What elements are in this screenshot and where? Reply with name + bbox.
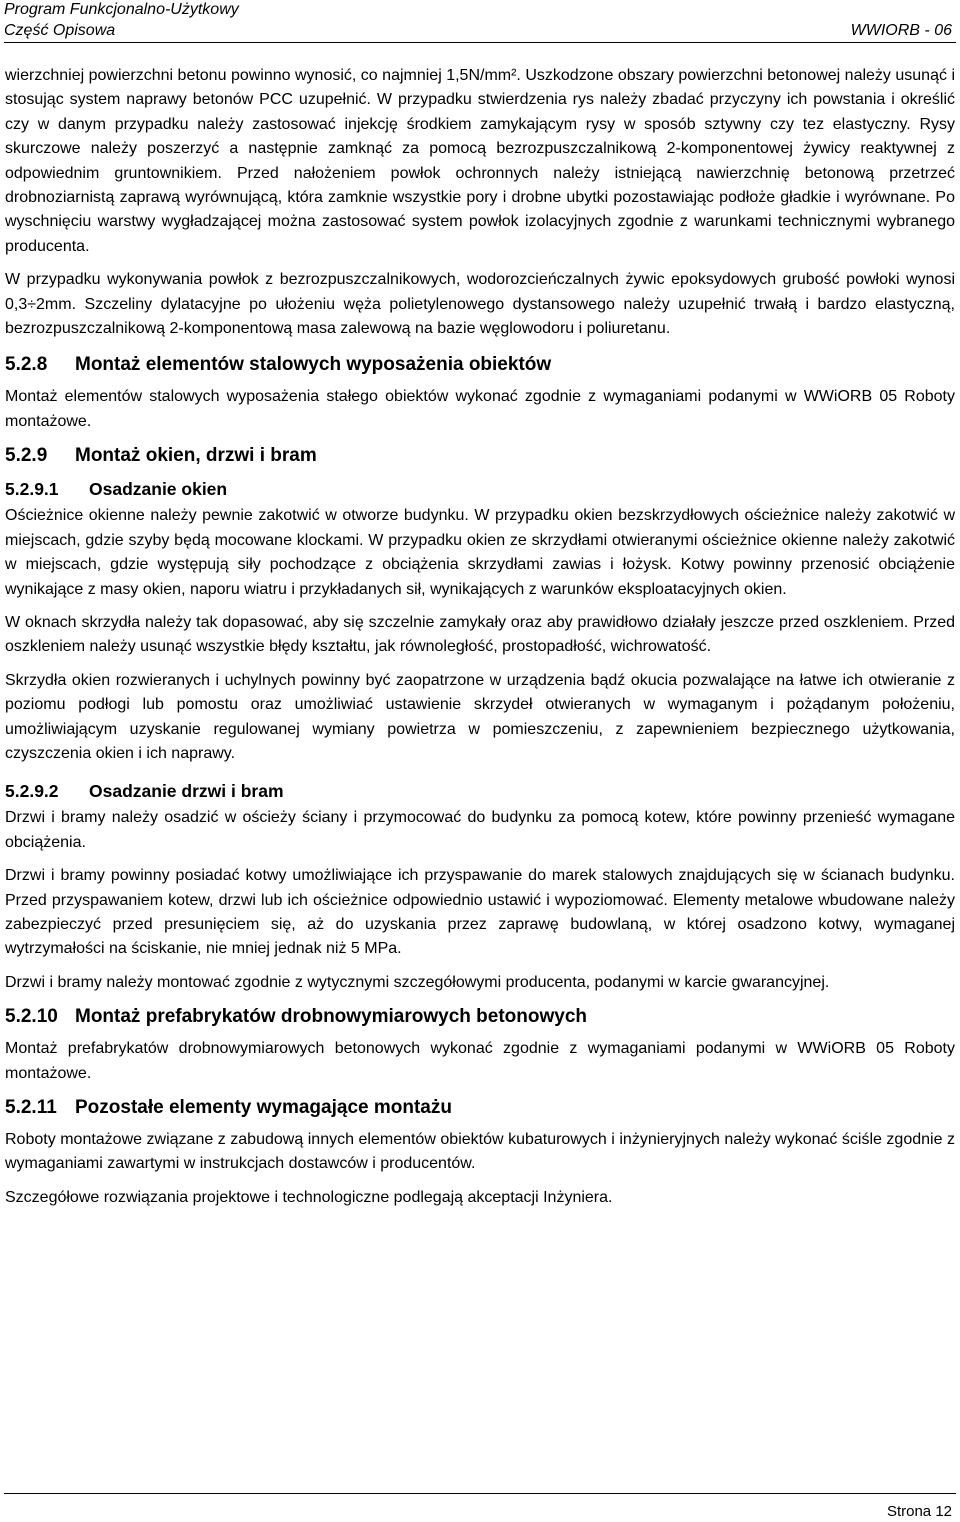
section-title: Pozostałe elementy wymagające montażu <box>75 1097 452 1118</box>
section-heading-5-2-9-1 <box>5 476 955 502</box>
section-number: 5.2.10 <box>5 1006 58 1028</box>
section-heading-5-2-9 <box>5 443 955 469</box>
paragraph-concrete-surface: wierzchniej powierzchni betonu powinno wynosić, co najmniej 1,5N/mm². Uszkodzone obszary powierzchni betonowej należy usunąć i stosując system naprawy betonów PCC uzupełnić. W przypadku stwierdzenia rys należy zbadać przyczyny ich powstania i określić czy w danym przypadku należy zastosować injekcję środkiem zamykającym rysy w sposób sztywny czy tez elastyczny. Rysy skurczowe należy poszerzyć a następnie zamknąć za pomocą bezrozpuszczalnikową 2-komponentowej żywicy reaktywnej z odpowiednim gruntownikiem. Przed nałożeniem powłok ochronnych należy istniejącą nawierzchnię betonową przetrzeć drobnoziarnistą zaprawą wyrównującą, która zamknie wszystkie pory i drobne ubytki pozostawiając podłoże gładkie i wyrównane. Po wyschnięciu warstwy wygładzającej można zastosować system powłok izolacyjnych zgodnie z warunkami technicznymi wybranego producenta. <box>5 67 955 255</box>
paragraph-engineer-approval: Szczegółowe rozwiązania projektowe i technologiczne podlegają akceptacji Inżyniera. <box>5 1188 613 1206</box>
page-number: Strona 12 <box>886 1503 952 1520</box>
paragraph-prefab-elements: Montaż prefabrykatów drobnowymiarowych betonowych wykonać zgodnie z wymaganiami podanymi w WWiORB 05 Roboty montażowe. <box>5 1040 955 1082</box>
section-title: Montaż okien, drzwi i bram <box>75 445 317 467</box>
section-title: Osadzanie okien <box>89 479 228 500</box>
document-code: WWIORB - 06 <box>850 22 952 39</box>
section-number: 5.2.9.2 <box>5 781 59 802</box>
paragraph-door-anchors: Drzwi i bramy powinny posiadać kotwy umożliwiające ich przyspawanie do marek stalowych znajdujących się w ścianach budynku. Przed przyspawaniem kotew, drzwi lub ich ościeżnice odpowiednio ustawić i wypoziomować. Elementy metalowe wbudowane należy zabezpieczyć przed presunięciem się, aż do uzyskania przez zaprawę budowlaną, w której osadzono kotwy, wymaganej wytrzymałości na ściskanie, nie mniej jednak niż 5 MPa. <box>5 867 955 958</box>
section-number: 5.2.11 <box>5 1097 57 1118</box>
section-title: Osadzanie drzwi i bram <box>89 781 284 802</box>
document-title: Program Funkcjonalno-Użytkowy <box>4 1 239 18</box>
paragraph-window-sashes: W oknach skrzydła należy tak dopasować, aby się szczelnie zamykały oraz aby prawidłowo działały jeszcze przed oszkleniem. Przed oszkleniem należy usunąć wszystkie błędy kształtu, jak równoległość, prostopadłość, wichrowatość. <box>5 613 955 656</box>
page-content <box>5 64 955 1219</box>
section-title: Montaż elementów stalowych wyposażenia obiektów <box>75 354 552 376</box>
paragraph-steel-elements: Montaż elementów stalowych wyposażenia stałego obiektów wykonać zgodnie z wymaganiami podanymi w WWiORB 05 Roboty montażowe. <box>5 388 955 430</box>
paragraph-door-manufacturer: Drzwi i bramy należy montować zgodnie z wytycznymi szczegółowymi producenta, podanymi w karcie gwarancyjnej. <box>5 973 830 991</box>
paragraph-window-fittings: Skrzydła okien rozwieranych i uchylnych powinny być zaopatrzone w urządzenia bądź okucia pozwalające na łatwe ich otwieranie z poziomu podłogi lub pomostu oraz umożliwiać ustawienie skrzydeł otwieranych w wymaganym i pożądanym położeniu, umożliwiającym uzyskanie regulowanej wymiany powietrza w pomieszczeniu, z zapewnieniem bezpiecznego użytkowania, czyszczenia okien i ich naprawy. <box>5 671 955 762</box>
section-heading-5-2-8 <box>5 352 955 378</box>
page-footer <box>4 1493 956 1522</box>
section-heading-5-2-10 <box>5 1004 955 1030</box>
paragraph-door-mounting: Drzwi i bramy należy osadzić w ościeży ściany i przymocować do budynku za pomocą kotew, które powinny przenieść wymagane obciążenia. <box>5 809 955 851</box>
section-number: 5.2.9.1 <box>5 479 59 500</box>
section-number: 5.2.8 <box>5 354 48 376</box>
section-heading-5-2-9-2 <box>5 778 955 804</box>
section-number: 5.2.9 <box>5 445 48 467</box>
section-title: Montaż prefabrykatów drobnowymiarowych betonowych <box>75 1006 588 1028</box>
document-part: Część Opisowa <box>4 22 116 39</box>
section-heading-5-2-11 <box>5 1095 955 1121</box>
page-header <box>4 0 956 43</box>
paragraph-other-elements: Roboty montażowe związane z zabudową innych elementów obiektów kubaturowych i inżynieryjnych należy wykonać ściśle zgodnie z wymaganiami zawartymi w instrukcjach dostawców i producentów. <box>5 1131 955 1173</box>
paragraph-window-frames: Ościeżnice okienne należy pewnie zakotwić w otworze budynku. W przypadku okien bezskrzydłowych ościeżnice należy zakotwić w miejscach, gdzie szyby będą mocowane klockami. W przypadku okien ze skrzydłami otwieranymi ościeżnice okienne należy zakotwić w miejscach, gdzie występują siły pochodzące z obciążenia skrzydłami zawias i łożysk. Kotwy powinny przenosić obciążenie wynikające z masy okien, naporu wiatru i przykładanych sił, wynikających z warunków eksploatacyjnych okien. <box>5 507 955 598</box>
paragraph-epoxy-coatings: W przypadku wykonywania powłok z bezrozpuszczalnikowych, wodorozcieńczalnych żywic epoksydowych grubość powłoki wynosi 0,3÷2mm. Szczeliny dylatacyjne po ułożeniu węża polietylenowego dystansowego należy uzupełnić trwałą i bardzo elastyczną, bezrozpuszczalnikową 2-komponentową masa zalewową na bazie węglowodoru i poliuretanu. <box>5 271 955 338</box>
